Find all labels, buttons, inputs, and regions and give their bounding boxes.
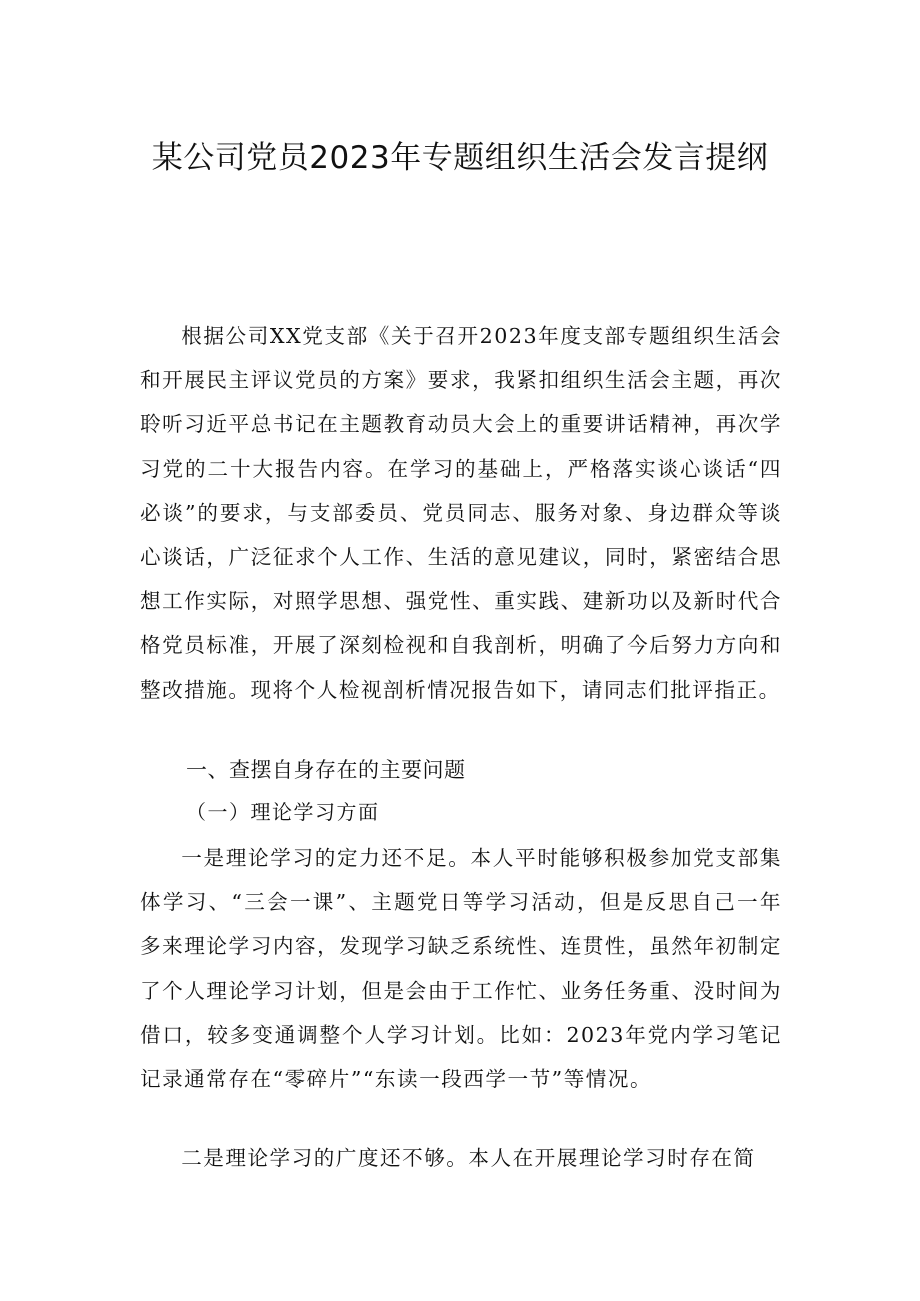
section-heading: 一、查摆自身存在的主要问题 bbox=[186, 758, 466, 782]
subsection-heading: （一）理论学习方面 bbox=[186, 800, 380, 824]
paragraph-point-1: 一是理论学习的定力还不足。本人平时能够积极参加党支部集体学习、“三会一课”、主题党日等学习活动，但是反思自己一年多来理论学习内容，发现学习缺乏系统性、连贯性，虽然年初制定了个人理论学习计划，但是会由于工作忙、业务任务重、没时间为借口，较多变通调整个人学习计划。比如：2023年党内学习笔记记录通常存在“零碎片”“东读一段西学一节”等情况。 bbox=[140, 846, 782, 1092]
document-title: 某公司党员2023年专题组织生活会发言提纲 bbox=[151, 140, 769, 176]
paragraph-point-2: 二是理论学习的广度还不够。本人在开展理论学习时存在简 bbox=[181, 1146, 756, 1170]
intro-paragraph: 根据公司XX党支部《关于召开2023年度支部专题组织生活会和开展民主评议党员的方案》要求，我紧扣组织生活会主题，再次聆听习近平总书记在主题教育动员大会上的重要讲话精神，再次学习党的二十大报告内容。在学习的基础上，严格落实谈心谈话“四必谈”的要求，与支部委员、党员同志、服务对象、身边群众等谈心谈话，广泛征求个人工作、生活的意见建议，同时，紧密结合思想工作实际，对照学思想、强党性、重实践、建新功以及新时代合格党员标准，开展了深刻检视和自我剖析，明确了今后努力方向和整改措施。现将个人检视剖析情况报告如下，请同志们批评指正。 bbox=[140, 324, 782, 702]
